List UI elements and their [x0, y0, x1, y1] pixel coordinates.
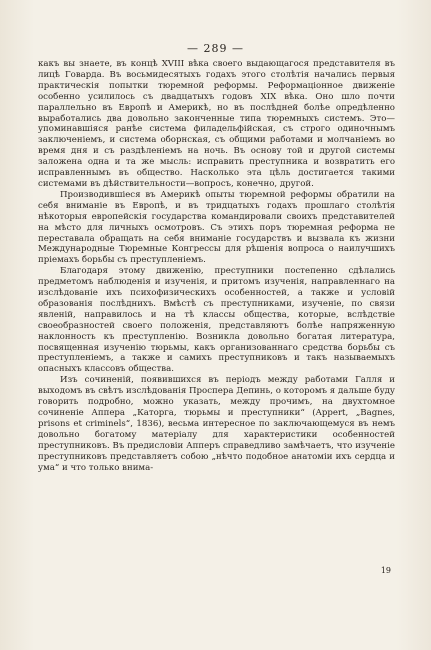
paragraph-4: Изъ сочиненій, появившихся въ періодъ между работами Галля и выходомъ въ свѣтъ изслѣдованія Проспера Депинь, о которомъ я дальше буду говорить подробно, можно указать, между прочимъ, на двухтомное сочиненіе Аппера „Каторга, тюрьмы и преступники“ (Appert, „Bagnes, prisons et criminels“, 1836), весьма интересное по заключающемуся въ немъ довольно богатому матеріалу для характеристики особенностей преступниковъ. Въ предисловіи Апперъ справедливо замѣчаетъ, что изученіе преступниковъ представляетъ собою „нѣчто подобное анатоміи ихъ сердца и ума“ и что только внима- [38, 375, 395, 473]
paragraph-2: Производившіеся въ Америкѣ опыты тюремной реформы обратили на себя вниманіе въ Европѣ, и въ тридцатыхъ годахъ прошлаго столѣтія нѣкоторыя европейскія государства командировали своихъ представителей на мѣсто для личныхъ осмотровъ. Съ этихъ поръ тюремная реформа не переставала обращать на себя вниманіе государствъ и вызвала къ жизни Международные Тюремные Конгрессы для рѣшенія вопроса о наилучшихъ пріемахъ борьбы съ преступленіемъ. [38, 189, 395, 266]
paragraph-3: Благодаря этому движенію, преступники постепенно сдѣлались предметомъ наблюденія и изученія, и притомъ изученія, направленнаго на изслѣдованіе ихъ психофизическихъ особенностей, а также и условій образованія послѣднихъ. Вмѣстѣ съ преступниками, изученіе, по связи явленій, направилось и на тѣ классы общества, которые, вслѣдствіе своеобразностей своего положенія, представляютъ болѣе напряженную наклонность къ преступленію. Возникла довольно богатая литература, посвященная изученію тюрьмы, какъ организованнаго средства борьбы съ преступленіемъ, а также и самихъ преступниковъ и такъ называемыхъ опасныхъ классовъ общества. [38, 266, 395, 375]
signature-mark: 19 [380, 566, 391, 575]
page-number: — 289 — [187, 42, 244, 55]
paragraph-1: какъ вы знаете, въ концѣ XVIII вѣка своего выдающагося представителя въ лицѣ Говарда. Въ восьмидесятыхъ годахъ этого столѣтія начались первыя практическія попытки тюремной реформы. Реформаціонное движеніе особенно усилилось съ двадцатыхъ годовъ XIX вѣка. Оно шло почти параллельно въ Европѣ и Америкѣ, но въ послѣдней болѣе опредѣленно выработались два довольно законченные типа тюремныхъ системъ. Это—упоминавшіяся ранѣе система филадельфійская, съ строго одиночнымъ заключеніемъ, и система оборнская, съ общими работами и молчаніемъ во время дня и съ раздѣленіемъ на ночь. Въ основу той и другой системы заложена одна и та же мысль: исправить преступника и возвратить его исправленнымъ въ общество. Насколько эта цѣль достигается такими системами въ дѣйствительности—вопросъ, конечно, другой. [38, 59, 395, 189]
body-text [38, 59, 395, 473]
